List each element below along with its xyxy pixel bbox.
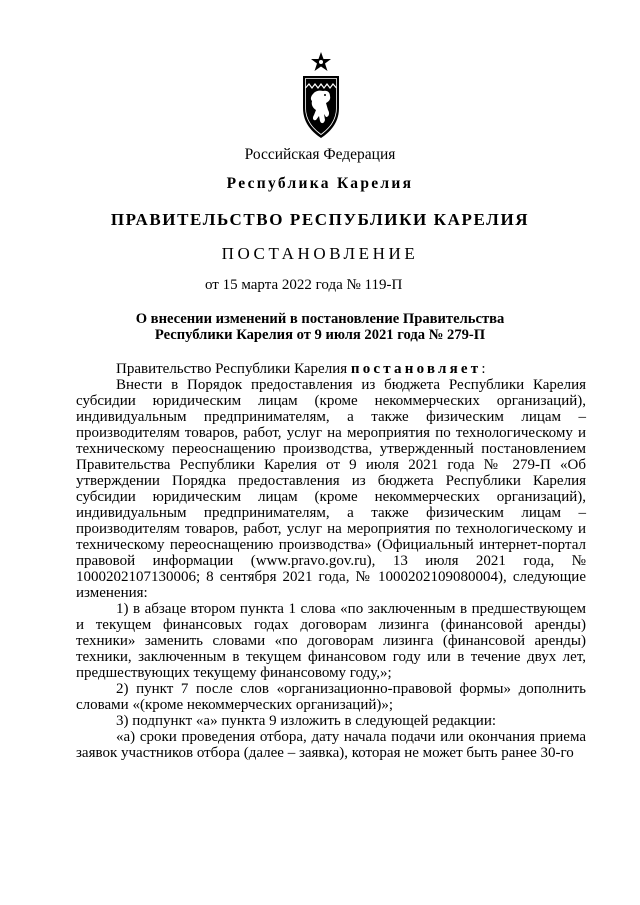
document-date: от 15 марта 2022 года № 119-П: [205, 277, 403, 293]
resolves-word: постановляет: [350, 361, 482, 377]
intro-text: Правительство Республики Карелия: [116, 361, 351, 377]
main-paragraph: Внести в Порядок предоставления из бюджета Республики Карелия субсидии юридическим лицам (кроме некоммерческих организаций), индивидуальным предпринимателям, а также физическим лицам – производителям товаров, работ, услуг на мероприятия по технологическому и техническому переоснащению производства, утвержденный постановлением Правительства Республики Карелия от 9 июля 2021 года № 279-П «Об утверждении Порядка предоставления из бюджета Республики Карелия субсидии юридическим лицам (кроме некоммерческих организаций), индивидуальным предпринимателям, а также физическим лицам – производителям товаров, работ, услуг на мероприятия по технологическому и техническому переоснащению производства» (Официальный интернет-портал правовой информации (www.pravo.gov.ru), 13 июля 2021 года, № 1000202107130006; 8 сентября 2021 года, № 1000202109080004), следующие изменения:: [76, 377, 586, 601]
title-line-1: О внесении изменений в постановление Правительства: [135, 311, 505, 327]
intro-colon: :: [481, 361, 486, 377]
list-item-3a: «а) сроки проведения отбора, дату начала подачи или окончания приема заявок участников отбора (далее – заявка), которая не может быть ранее 30-го: [76, 729, 586, 761]
coat-of-arms-icon: [299, 50, 343, 140]
list-item-1: 1) в абзаце втором пункта 1 слова «по заключенным в предшествующем и текущем финансовых годах договорам лизинга (финансовой аренды) техники» заменить словами «по договорам лизинга (финансовой аренды) техники, заключенным в текущем финансовом году или в течение двух лет, предшествующих текущему финансовому году,»;: [76, 601, 586, 681]
intro-paragraph: [76, 361, 586, 377]
title-line-2: Республики Карелия от 9 июля 2021 года № 279-П: [154, 327, 486, 343]
document-body: [76, 361, 586, 761]
government-name: ПРАВИТЕЛЬСТВО РЕСПУБЛИКИ КАРЕЛИЯ: [110, 210, 530, 229]
document-type: ПОСТАНОВЛЕНИЕ: [221, 244, 419, 263]
list-item-3: 3) подпункт «а» пункта 9 изложить в следующей редакции:: [116, 713, 497, 729]
list-item-2: 2) пункт 7 после слов «организационно-правовой формы» дополнить словами «(кроме некоммерческих организаций)»;: [76, 681, 586, 713]
country-name: Российская Федерация: [244, 146, 396, 163]
document-title: [0, 311, 640, 343]
republic-name: Республика Карелия: [226, 175, 414, 192]
